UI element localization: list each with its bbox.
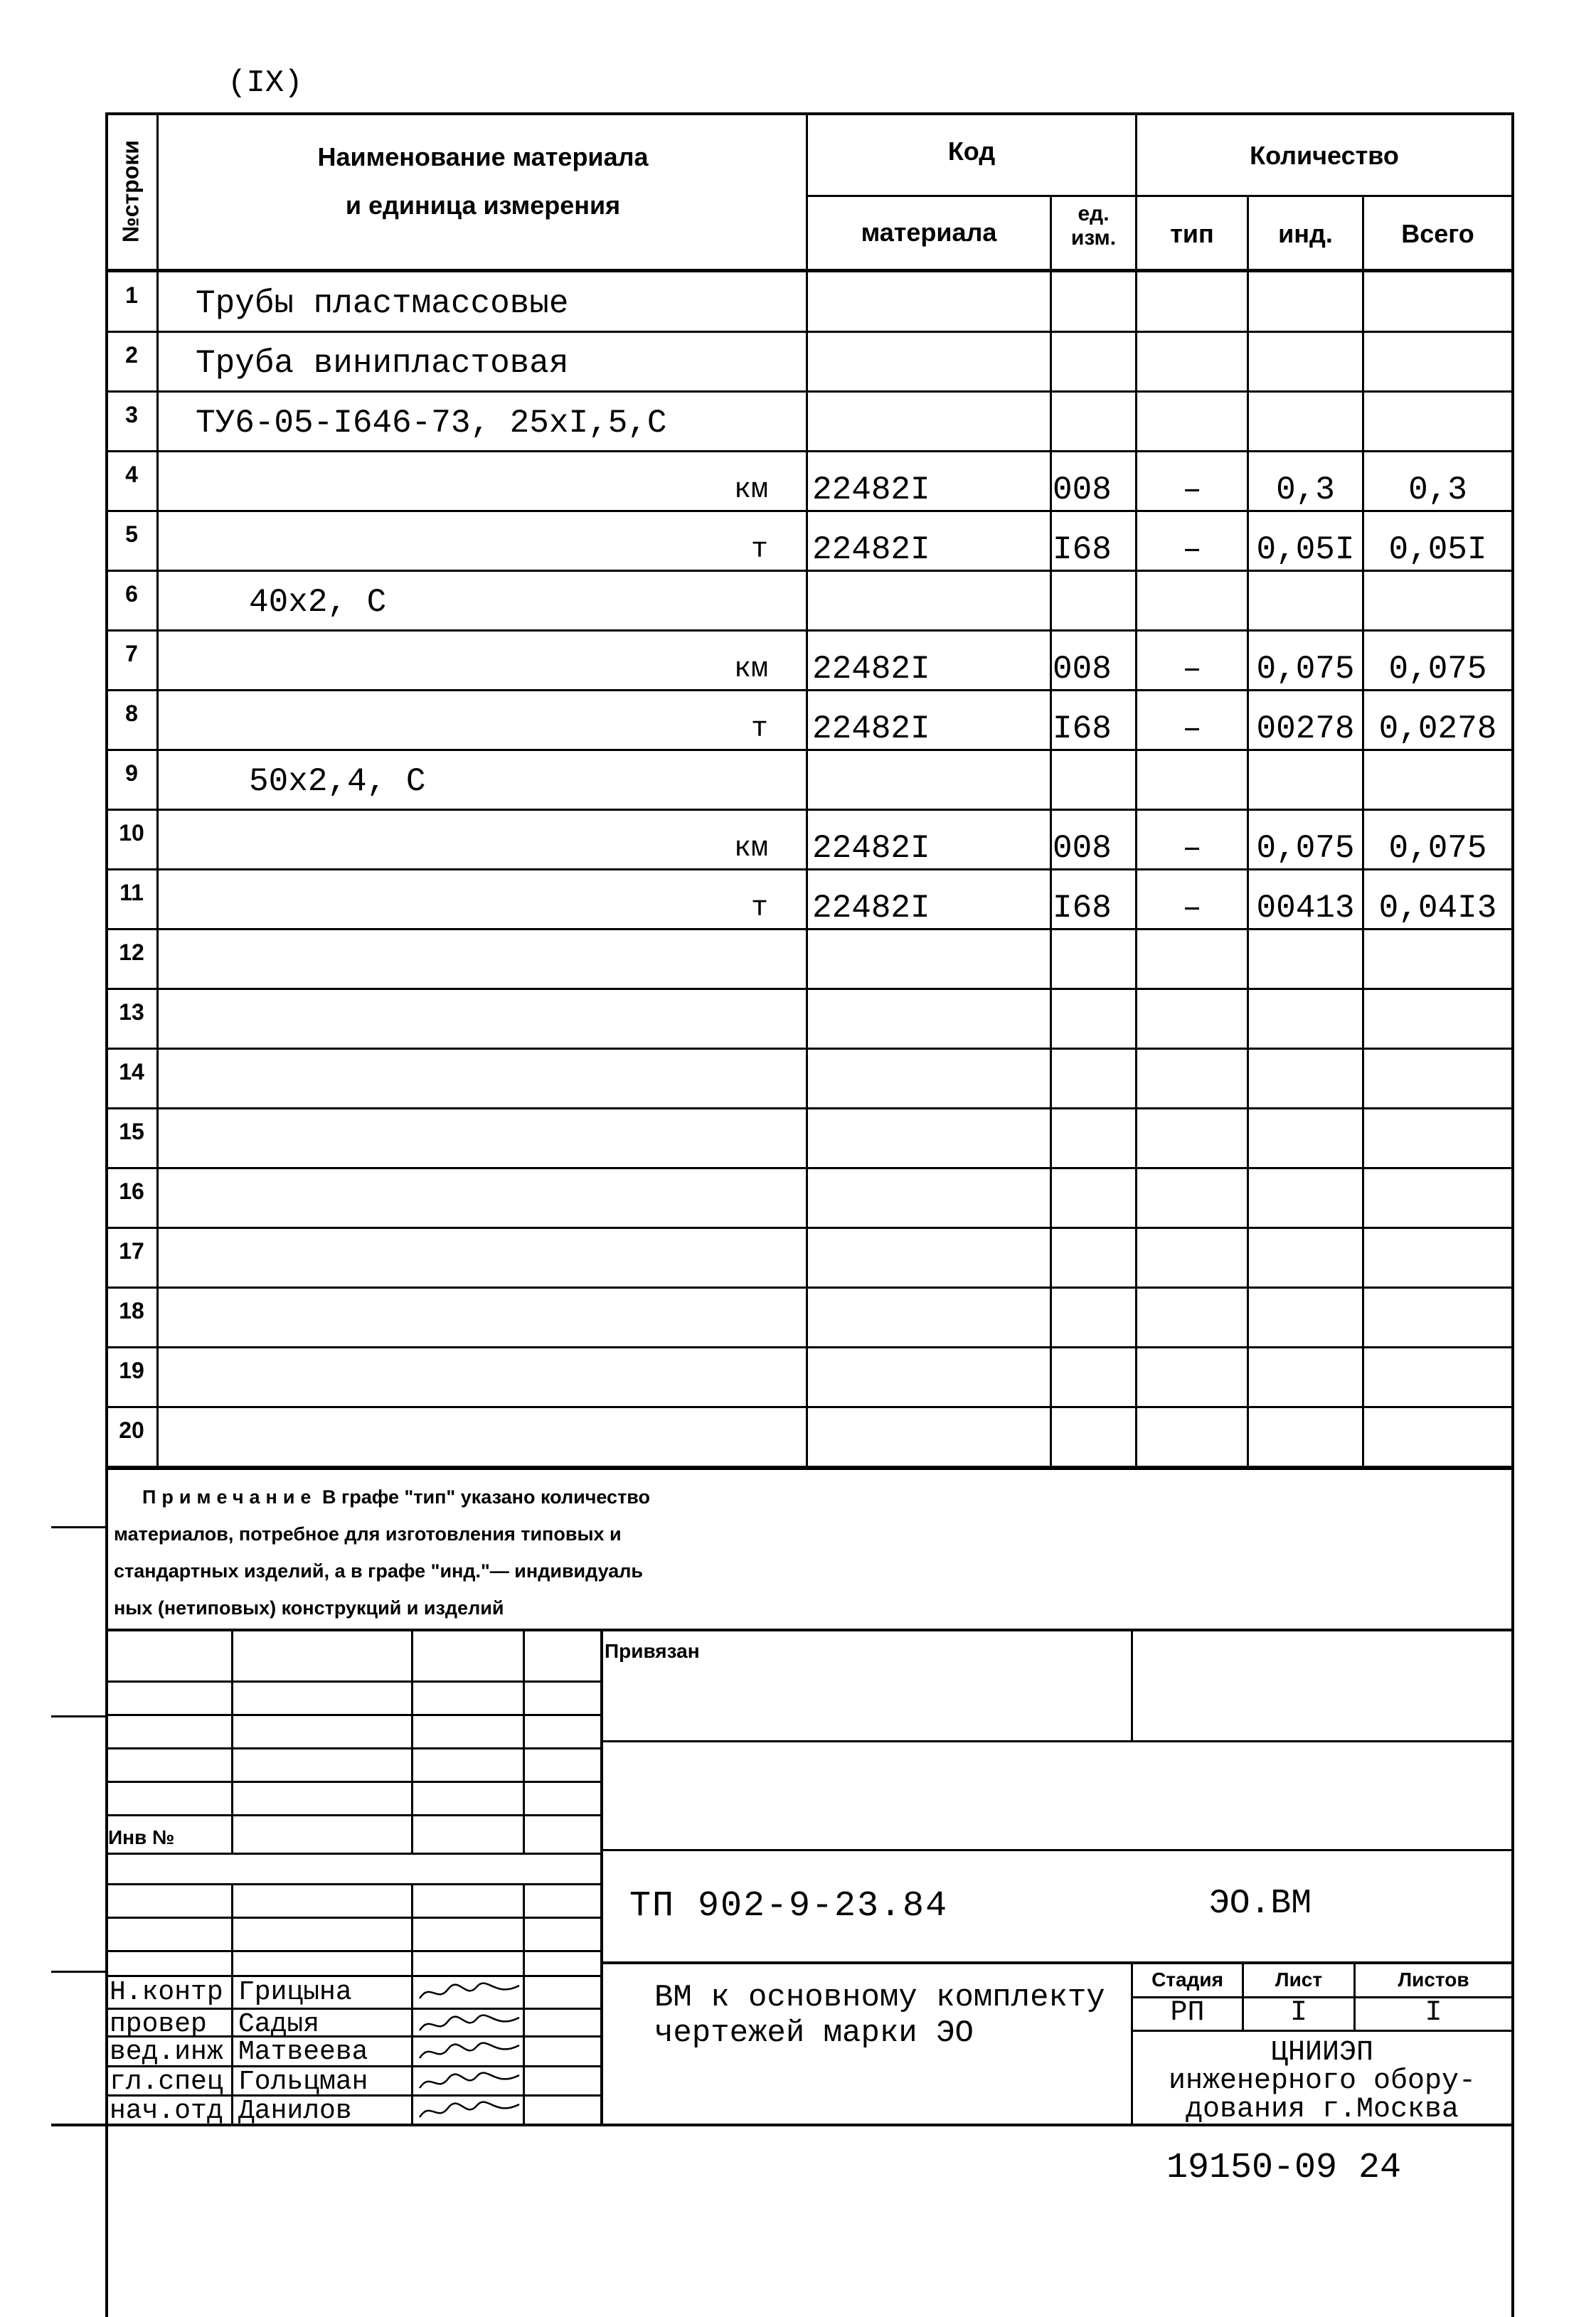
unit-code: I68 <box>1053 890 1112 927</box>
drawing-mark: ЭО.ВМ <box>1209 1885 1312 1923</box>
signer-role: провер <box>110 2009 207 2040</box>
table-row <box>0 1288 1596 1348</box>
unit-name: т <box>750 893 768 925</box>
unit-code: I68 <box>1053 710 1112 747</box>
qty-type-header: тип <box>1170 219 1214 248</box>
row-number: 18 <box>119 1298 144 1323</box>
row-number: 12 <box>119 939 144 965</box>
table-row <box>0 810 1596 870</box>
sheet-label: Лист <box>1275 1969 1323 1991</box>
qty-ind: 00413 <box>1256 890 1355 927</box>
qty-total: 0,3 <box>1408 472 1467 508</box>
qty-ind: 0,3 <box>1276 472 1335 508</box>
quantity-header: Количество <box>1250 141 1399 170</box>
qty-type: – <box>1182 531 1202 568</box>
signer-name: Данилов <box>238 2096 352 2126</box>
unit-name: км <box>733 474 768 506</box>
project-code: ТП 902-9-23.84 <box>629 1886 949 1927</box>
table-row <box>0 930 1596 989</box>
unit-code: 008 <box>1053 472 1112 508</box>
margin-mark <box>51 1715 108 1717</box>
material-name: Труба винипластовая <box>196 345 569 382</box>
table-row <box>0 332 1596 392</box>
signer-name: Грицына <box>238 1977 352 2008</box>
row-number: 11 <box>119 880 144 905</box>
qty-total: 0,04I3 <box>1378 890 1497 927</box>
qty-type: – <box>1182 710 1202 747</box>
footer-number: 19150-09 24 <box>1166 2148 1402 2188</box>
row-number: 20 <box>119 1417 144 1443</box>
material-name: 40x2, С <box>249 584 387 621</box>
signer-name: Гольцман <box>238 2067 368 2097</box>
row-number: 1 <box>125 282 138 308</box>
qty-total: 0,075 <box>1388 830 1487 867</box>
row-number: 3 <box>125 402 138 427</box>
row-number: 7 <box>125 641 138 666</box>
qty-ind: 00278 <box>1256 710 1355 747</box>
sheet-value: I <box>1289 1997 1307 2029</box>
unit-name: т <box>750 534 768 566</box>
table-row <box>0 571 1596 631</box>
table-row <box>0 691 1596 750</box>
qty-total: 0,075 <box>1388 651 1487 688</box>
note-line2: материалов, потребное для изготовления типовых и <box>114 1523 622 1545</box>
description-line2: чертежей марки ЭО <box>654 2015 974 2051</box>
table-row <box>0 1109 1596 1168</box>
org-line1: ЦНИИЭП <box>1270 2037 1374 2069</box>
material-code: 22482I <box>812 830 930 867</box>
qty-type: – <box>1182 830 1202 867</box>
signature-scribble <box>416 2068 523 2097</box>
signer-name: Садыя <box>238 2009 320 2040</box>
table-row <box>0 1049 1596 1109</box>
material-code: 22482I <box>812 651 930 688</box>
row-number: 5 <box>125 521 138 547</box>
table-row <box>0 272 1596 332</box>
unit-name: т <box>750 713 768 745</box>
material-code: 22482I <box>812 710 930 747</box>
signature-scribble <box>416 2038 523 2067</box>
row-number: 4 <box>125 462 138 487</box>
qty-total: 0,0278 <box>1378 710 1497 747</box>
row-number: 19 <box>119 1358 144 1383</box>
margin-mark <box>51 1971 108 1973</box>
qty-ind-header: инд. <box>1278 219 1333 248</box>
row-number: 16 <box>119 1178 144 1204</box>
table-row <box>0 511 1596 571</box>
description-line1: ВМ к основному комплекту <box>654 1980 1105 2015</box>
margin-mark <box>51 1526 108 1528</box>
material-name-header-line1: Наименование материала <box>317 142 649 171</box>
qty-ind: 0,075 <box>1256 651 1355 688</box>
signature-scribble <box>416 2010 523 2039</box>
unit-code: I68 <box>1053 531 1112 568</box>
stage-value: РП <box>1170 1997 1205 2029</box>
table-row <box>0 452 1596 511</box>
material-name: ТУ6-05-I646-73, 25xI,5,С <box>196 405 667 442</box>
note-line1: Примечание В графе "тип" указано количество <box>142 1486 651 1508</box>
note-line4: ных (нетиповых) конструкций и изделий <box>114 1597 504 1619</box>
row-number: 9 <box>125 760 138 786</box>
code-header: Код <box>947 137 996 166</box>
qty-ind: 0,075 <box>1256 830 1355 867</box>
row-number: 10 <box>119 820 144 846</box>
row-number: 15 <box>119 1119 144 1144</box>
material-name: Трубы пластмассовые <box>196 285 569 322</box>
row-number: 13 <box>119 999 144 1025</box>
row-number: 6 <box>125 581 138 607</box>
table-row <box>0 1407 1596 1467</box>
stage-label: Стадия <box>1151 1969 1223 1991</box>
table-row <box>0 1228 1596 1288</box>
row-number: 8 <box>125 701 138 726</box>
row-number: 2 <box>125 342 138 368</box>
note-line3: стандартных изделий, а в графе "инд."— индивидуаль <box>114 1560 644 1582</box>
material-code: 22482I <box>812 531 930 568</box>
signer-name: Матвеева <box>238 2037 368 2067</box>
sheets-value: I <box>1425 1997 1442 2029</box>
page-tag: (IX) <box>228 65 303 101</box>
table-row <box>0 1348 1596 1407</box>
unit-code: 008 <box>1053 651 1112 688</box>
signer-role: нач.отд <box>110 2096 223 2126</box>
table-row <box>0 870 1596 930</box>
signature-scribble <box>416 1978 523 2007</box>
unit-code: 008 <box>1053 830 1112 867</box>
code-unit-header: ед. изм. <box>1070 202 1117 250</box>
row-number: 17 <box>119 1238 144 1264</box>
org-line3: дования г.Москва <box>1185 2094 1459 2126</box>
material-name: 50x2,4, С <box>249 763 426 800</box>
signer-role: вед.инж <box>110 2037 223 2067</box>
sheets-label: Листов <box>1398 1969 1469 1991</box>
table-row <box>0 631 1596 691</box>
qty-type: – <box>1182 651 1202 688</box>
row-number: 14 <box>119 1059 144 1085</box>
qty-total: 0,05I <box>1388 531 1487 568</box>
table-row <box>0 989 1596 1049</box>
qty-type: – <box>1182 890 1202 927</box>
table-row <box>0 1168 1596 1228</box>
signer-role: Н.контр <box>110 1977 223 2008</box>
code-material-header: материала <box>861 218 997 247</box>
attached-label: Привязан <box>605 1640 700 1662</box>
unit-name: км <box>733 833 768 865</box>
material-code: 22482I <box>812 890 930 927</box>
table-row <box>0 392 1596 452</box>
material-code: 22482I <box>812 472 930 508</box>
row-number-header: №строки <box>117 140 144 243</box>
signer-role: гл.спец <box>110 2067 223 2097</box>
qty-total-header: Всего <box>1401 219 1474 248</box>
qty-type: – <box>1182 472 1202 508</box>
table-row <box>0 750 1596 810</box>
org-line2: инженерного обору- <box>1168 2065 1477 2097</box>
signature-scribble <box>416 2097 523 2126</box>
unit-name: км <box>733 654 768 686</box>
material-name-header-line2: и единица измерения <box>345 191 621 220</box>
qty-ind: 0,05I <box>1256 531 1355 568</box>
inv-no-label: Инв № <box>108 1826 175 1848</box>
